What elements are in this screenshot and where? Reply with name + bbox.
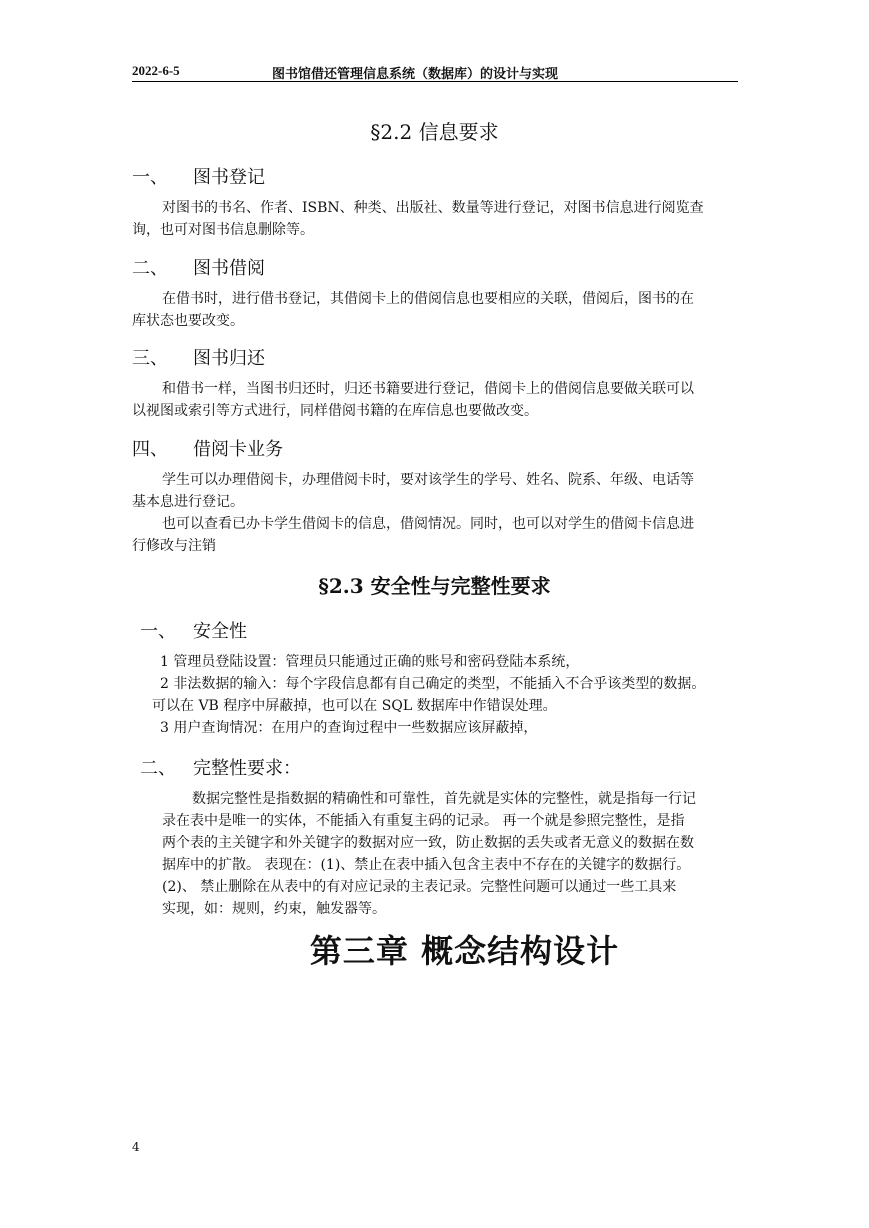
item-3-num: 三、 — [132, 348, 168, 369]
integrity-line-2: 录在表中是唯一的实体，不能插入有重复主码的记录。 再一个就是参照完整性，是指 — [162, 813, 685, 829]
item-4-heading: 借阅卡业务 — [193, 439, 283, 460]
item-2-heading: 图书借阅 — [193, 258, 265, 279]
integrity-line-4: 据库中的扩散。 表现在：(1)、禁止在表中插入包含主表中不存在的关键字的数据行。 — [162, 857, 691, 873]
item-4-line-4: 行修改与注销 — [132, 538, 216, 554]
item-4-line-2: 基本息进行登记。 — [132, 494, 244, 510]
security-line-4: 3 用户查询情况：在用户的查询过程中一些数据应该屏蔽掉， — [160, 720, 538, 736]
header-date: 2022-6-5 — [132, 63, 180, 78]
item-1-line-2: 询，也可对图书信息删除等。 — [132, 222, 314, 238]
item-2-line-2: 库状态也要改变。 — [132, 313, 244, 329]
item-3-line-1: 和借书一样，当图书归还时，归还书籍要进行登记，借阅卡上的借阅信息要做关联可以 — [162, 381, 694, 397]
integrity-heading: 完整性要求： — [193, 758, 301, 779]
integrity-line-5: (2)、 禁止删除在从表中的有对应记录的主表记录。完整性问题可以通过一些工具来 — [162, 879, 677, 895]
item-3-heading: 图书归还 — [193, 348, 265, 369]
header-title: 图书馆借还管理信息系统（数据库）的设计与实现 — [272, 66, 559, 81]
item-1-line-1: 对图书的书名、作者、ISBN、种类、出版社、数量等进行登记，对图书信息进行阅览查 — [162, 200, 704, 216]
item-3-line-2: 以视图或索引等方式进行，同样借阅书籍的在库信息也要做改变。 — [132, 403, 538, 419]
security-heading: 安全性 — [193, 621, 247, 642]
integrity-line-3: 两个表的主关键字和外关键字的数据对应一致，防止数据的丢失或者无意义的数据在数 — [162, 835, 694, 851]
integrity-line-1: 数据完整性是指数据的精确性和可靠性，首先就是实体的完整性，就是指每一行记 — [192, 791, 696, 807]
item-1-heading: 图书登记 — [193, 167, 265, 188]
chapter-title: 第三章 概念结构设计 — [309, 932, 620, 970]
section-2-3-title: §2.3 安全性与完整性要求 — [318, 574, 551, 598]
item-4-line-1: 学生可以办理借阅卡，办理借阅卡时，要对该学生的学号、姓名、院系、年级、电话等 — [162, 472, 694, 488]
item-2-line-1: 在借书时，进行借书登记，其借阅卡上的借阅信息也要相应的关联，借阅后，图书的在 — [162, 291, 694, 307]
integrity-num: 二、 — [140, 758, 176, 779]
security-line-1: 1 管理员登陆设置：管理员只能通过正确的账号和密码登陆本系统， — [160, 654, 580, 670]
item-4-num: 四、 — [132, 439, 168, 460]
header-rule — [132, 81, 738, 82]
security-line-2: 2 非法数据的输入：每个字段信息都有自己确定的类型，不能插入不合乎该类型的数据。 — [160, 676, 706, 692]
item-2-num: 二、 — [132, 258, 168, 279]
item-4-line-3: 也可以查看已办卡学生借阅卡的信息，借阅情况。同时，也可以对学生的借阅卡信息进 — [162, 516, 694, 532]
item-1-num: 一、 — [132, 167, 168, 188]
section-2-2-title: §2.2 信息要求 — [370, 120, 499, 144]
integrity-line-6: 实现，如：规则，约束，触发器等。 — [162, 901, 386, 917]
security-num: 一、 — [140, 621, 176, 642]
security-line-3: 可以在 VB 程序中屏蔽掉，也可以在 SQL 数据库中作错误处理。 — [152, 698, 557, 714]
page-number: 4 — [132, 1140, 140, 1154]
